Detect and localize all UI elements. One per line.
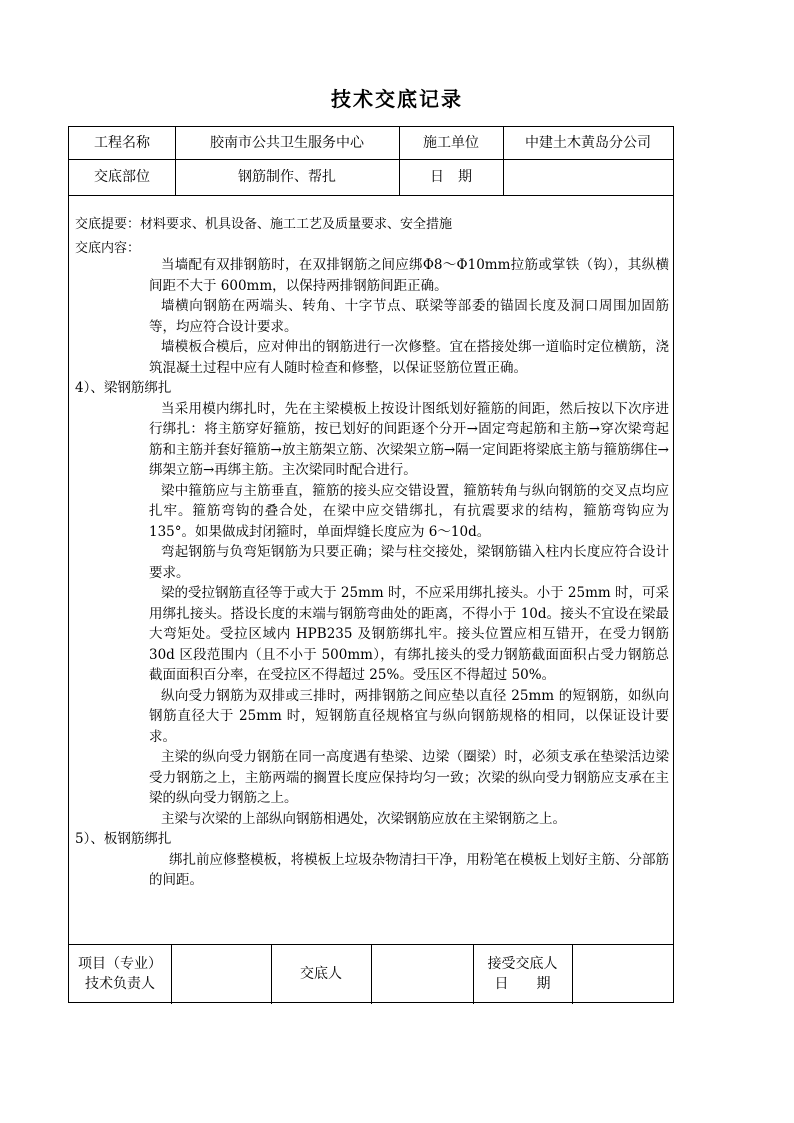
section-heading: 4）、梁钢筋绑扎 xyxy=(75,380,172,396)
paragraph: 弯起钢筋与负弯矩钢筋为只要正确；梁与柱交接处，梁钢筋锚入柱内长度应符合设计要求。 xyxy=(149,544,669,581)
disclosure-part-label: 交底部位 xyxy=(94,169,150,185)
paragraph: 纵向受力钢筋为双排或三排时，两排钢筋之间应垫以直径 25mm 的短钢筋，如纵向钢筋直径大于 25mm 时，短钢筋直径规格宜与纵向钢筋规格的相同，以保证设计要求。 xyxy=(149,687,669,745)
receiver-line2: 日 期 xyxy=(494,976,551,992)
date-value xyxy=(503,159,673,195)
paragraph: 当墙配有双排钢筋时，在双排钢筋之间应绑Φ8～Φ10mm拉筋或掌铁（钩），其纵横间距不大于 600mm，以保持两排钢筋间距正确。 xyxy=(149,257,669,294)
tech-lead-line2: 技术负责人 xyxy=(85,976,155,992)
document-title: 技术交底记录 xyxy=(331,87,463,111)
paragraph: 墙横向钢筋在两端头、转角、十字节点、联梁等部委的锚固长度及洞口周围加固筋等，均应符合设计要求。 xyxy=(149,298,669,335)
construction-unit-label: 施工单位 xyxy=(423,135,479,151)
receiver-signature xyxy=(572,944,673,1004)
paragraph: 墙模板合模后，应对伸出的钢筋进行一次修整。宜在搭接处绑一道临时定位横筋，浇筑混凝土过程中应有人随时检查和修整，以保证竖筋位置正确。 xyxy=(149,339,669,376)
paragraph: 主梁与次梁的上部纵向钢筋相遇处，次梁钢筋应放在主梁钢筋之上。 xyxy=(161,810,566,827)
discloser-label: 交底人 xyxy=(300,966,342,982)
section-heading: 5）、板钢筋绑扎 xyxy=(75,831,172,847)
content-label: 交底内容： xyxy=(75,241,141,256)
disclosure-table xyxy=(68,126,674,1003)
project-name-label: 工程名称 xyxy=(94,135,150,151)
date-label: 日 期 xyxy=(430,169,472,185)
disclosure-summary: 交底提要：材料要求、机具设备、施工工艺及质量要求、安全措施 xyxy=(75,217,453,232)
row-divider xyxy=(69,195,673,196)
tech-lead-signature xyxy=(171,944,271,1004)
receiver-line1: 接受交底人 xyxy=(487,956,558,972)
project-name-value: 胶南市公共卫生服务中心 xyxy=(210,135,364,151)
disclosure-content xyxy=(75,255,669,891)
discloser-signature xyxy=(371,944,473,1004)
paragraph: 当采用模内绑扎时，先在主梁模板上按设计图纸划好箍筋的间距，然后按以下次序进行绑扎：将主筋穿好箍筋，按已划好的间距逐个分开→固定弯起筋和主筋→穿次梁弯起筋和主筋并套好箍筋→放主筋架立筋、次梁架立筋→隔一定间距将梁底主筋与箍筋绑住→绑架立筋→再绑主筋。主次梁同时配合进行。 xyxy=(149,400,669,478)
receiver-label xyxy=(473,944,572,1004)
disclosure-part-value: 钢筋制作、帮扎 xyxy=(238,169,336,185)
paragraph: 梁的受拉钢筋直径等于或大于 25mm 时，不应采用绑扎接头。小于 25mm 时，可采用绑扎接头。搭设长度的末端与钢筋弯曲处的距离，不得小于 10d。接头不宜设在梁最大弯矩处。受拉区域内 HPB235 及钢筋绑扎牢。接头位置应相互错开，在受力钢筋 30d 区段范围内（且不小于 500mm），有绑扎接头的受力钢筋截面面积占受力钢筋总截面面积百分率，在受拉区不得超过 25%。受压区不得超过 50%。 xyxy=(149,585,669,683)
construction-unit-value: 中建土木黄岛分公司 xyxy=(525,135,651,151)
paragraph: 梁中箍筋应与主筋垂直，箍筋的接头应交错设置，箍筋转角与纵向钢筋的交叉点均应扎牢。箍筋弯钩的叠合处，在梁中应交错绑扎，有抗震要求的结构，箍筋弯钩应为 135°。如果做成封闭箍时，单面焊缝长度应为 6～10d。 xyxy=(149,482,669,540)
paragraph: 绑扎前应修整模板，将模板上垃圾杂物清扫干净，用粉笔在模板上划好主筋、分部筋的间距。 xyxy=(149,851,669,888)
tech-lead-label xyxy=(69,944,171,1004)
tech-lead-line1: 项目（专业） xyxy=(78,956,162,972)
paragraph: 主梁的纵向受力钢筋在同一高度遇有垫梁、边梁（圈梁）时，必须支承在垫梁活边梁受力钢筋之上，主筋两端的搁置长度应保持均匀一致；次梁的纵向受力钢筋应支承在主梁的纵向受力钢筋之上。 xyxy=(149,749,669,806)
